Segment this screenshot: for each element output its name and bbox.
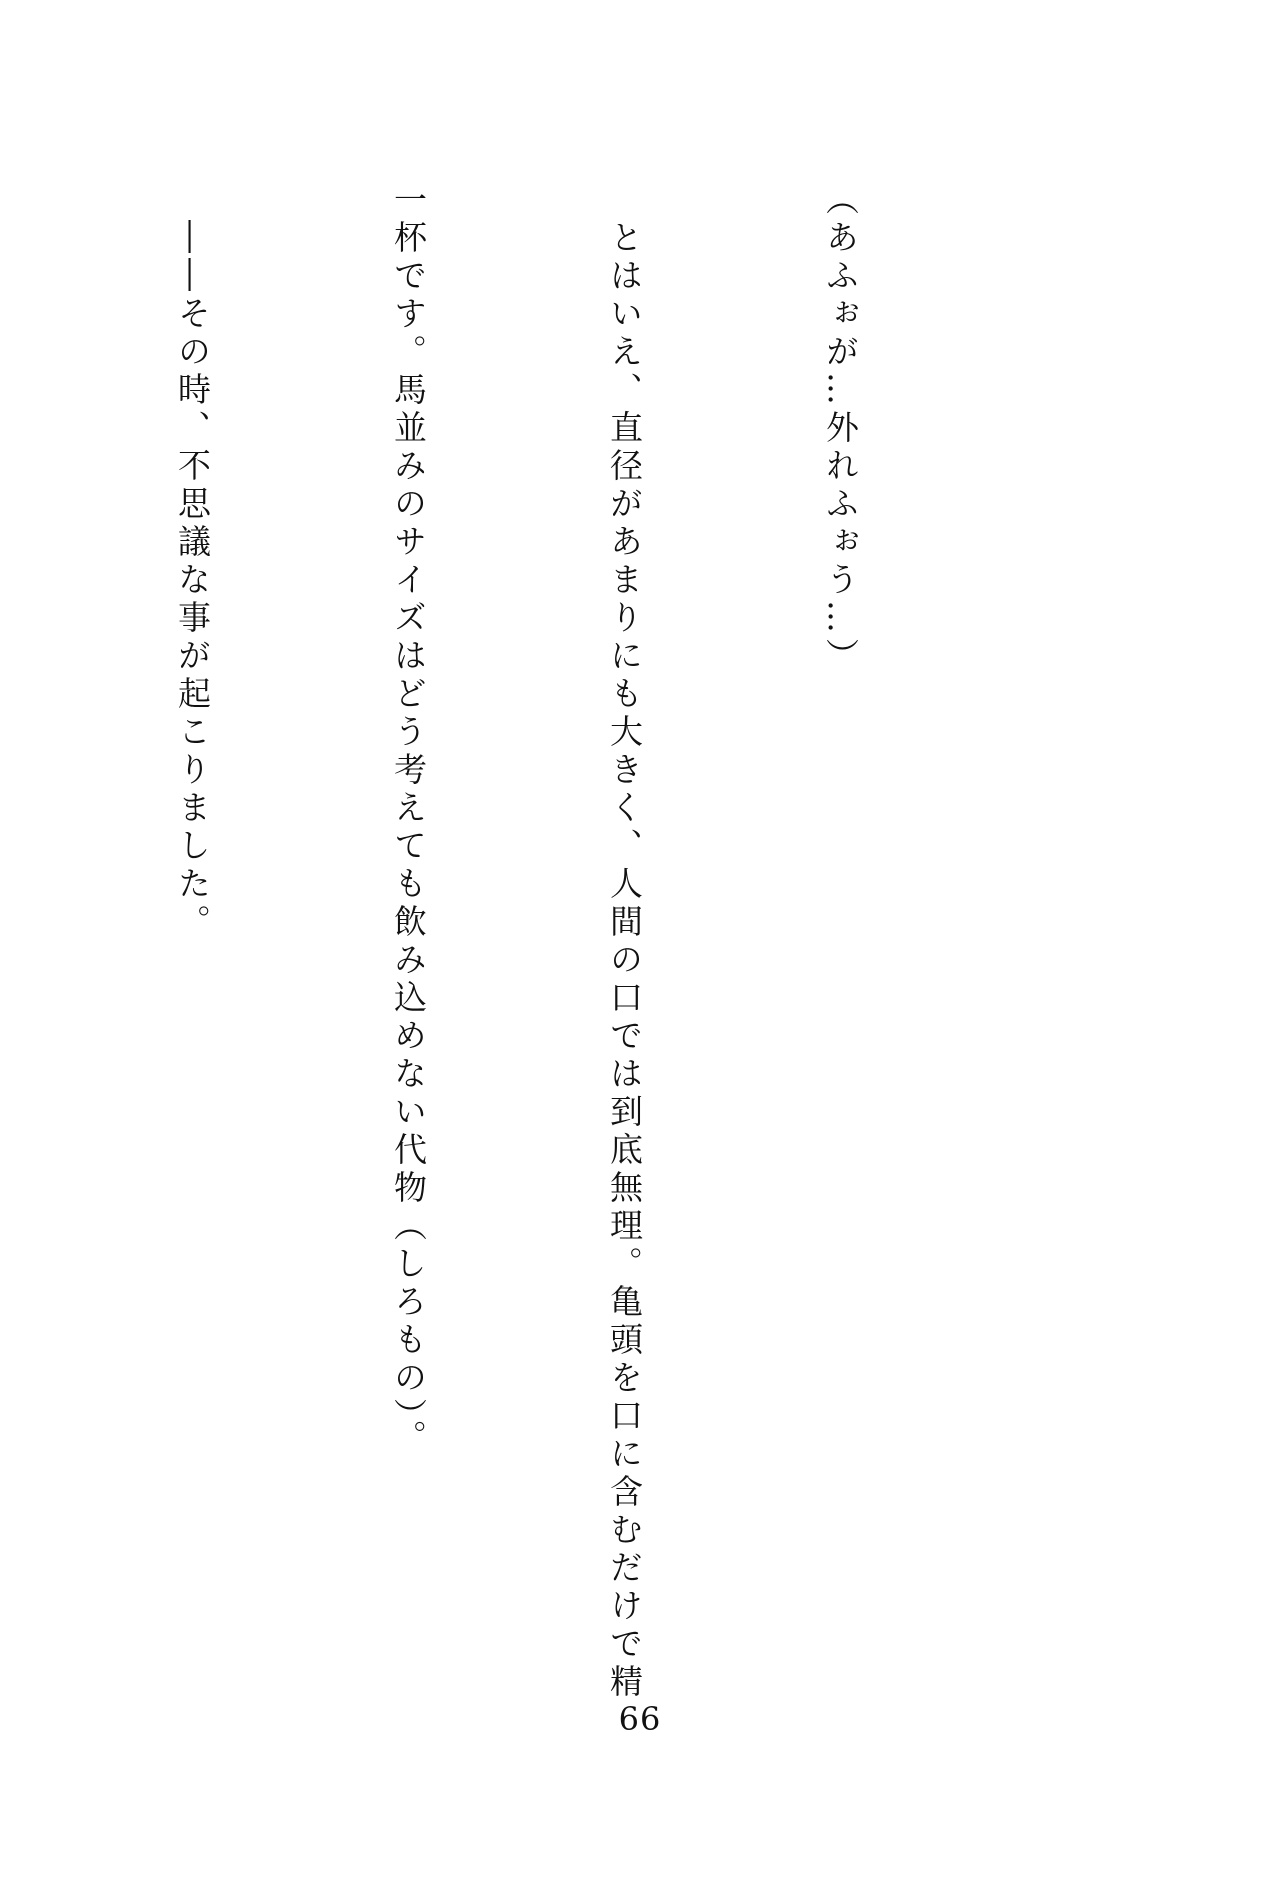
text-line-4: ――その時、不思議な事が起こりました。 [173, 182, 212, 942]
vertical-body-text [0, 182, 1020, 1702]
page-number: 66 [618, 1700, 662, 1738]
text-line-3: 一杯です。馬並みのサイズはどう考えても飲み込めない代物（しろもの）。 [389, 182, 428, 1458]
text-line-1: （あふぉが…外れふぉう…） [821, 182, 860, 676]
text-line-2: とはいえ、直径があまりにも大きく、人間の口では到底無理。亀頭を口に含むだけで精 [605, 182, 644, 1702]
